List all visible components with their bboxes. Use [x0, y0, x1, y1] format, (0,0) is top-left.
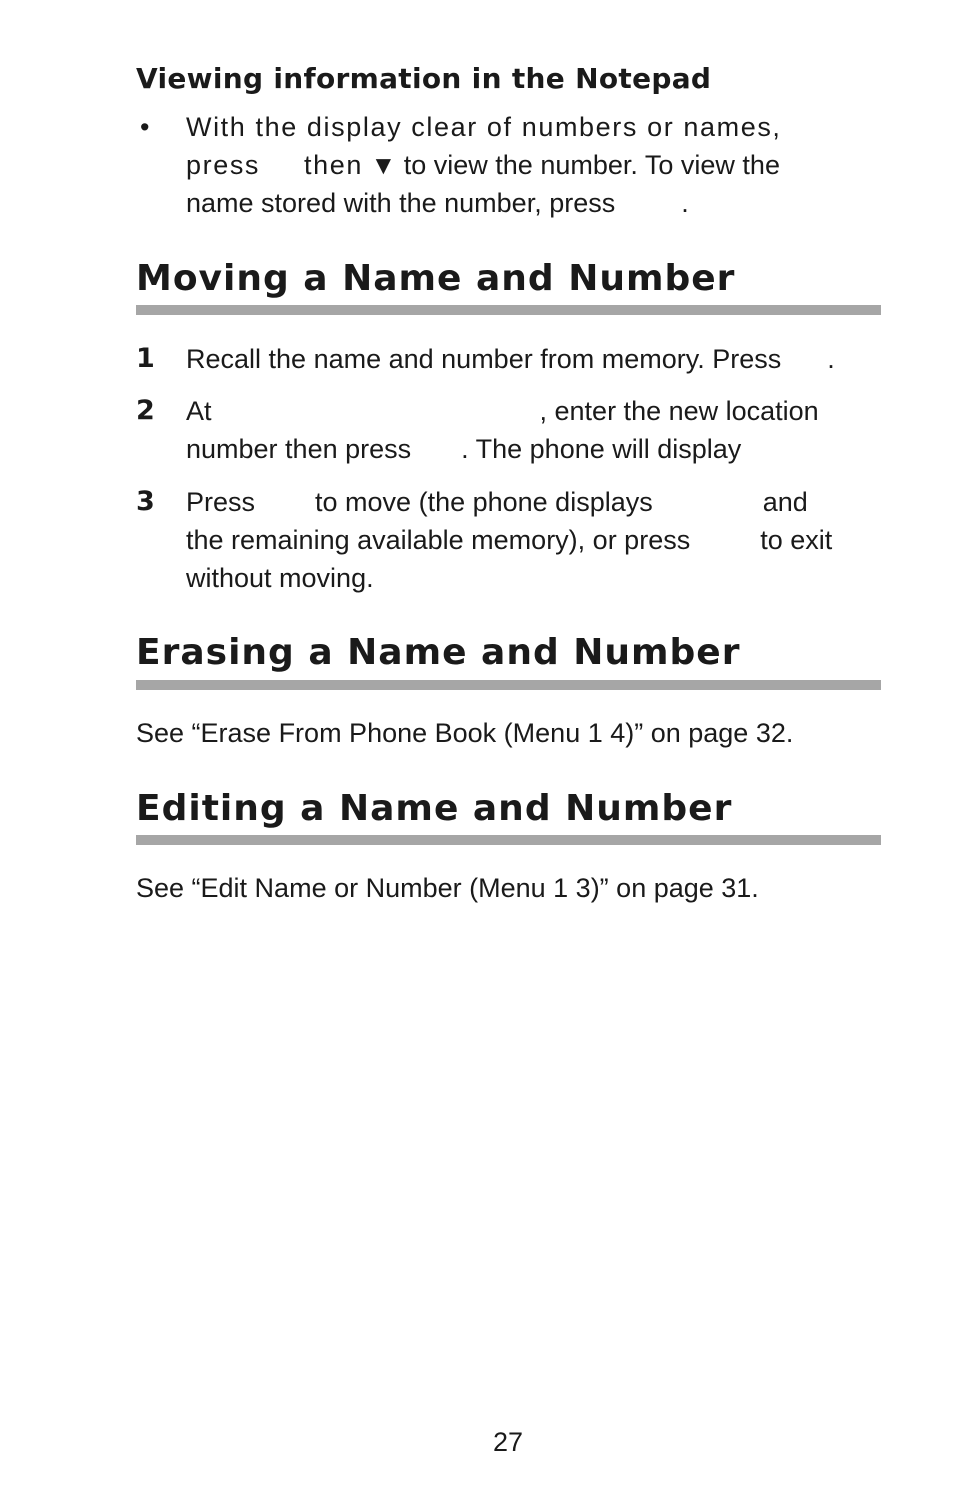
notepad-view-text: to view the number. To view the	[403, 150, 780, 180]
step-2-at: At	[186, 396, 212, 426]
editing-reference-text: See “Edit Name or Number (Menu 1 3)” on page 31.	[136, 873, 759, 903]
erasing-section-rule	[136, 680, 881, 690]
step-text	[186, 392, 886, 468]
step-number: 1	[136, 343, 155, 374]
step-1-text: Recall the name and number from memory. Press	[186, 344, 782, 374]
notepad-press-word: press	[186, 150, 261, 180]
notepad-line-1: With the display clear of numbers or names,	[186, 112, 782, 142]
erasing-section-title: Erasing a Name and Number	[136, 632, 741, 673]
step-3-memory-text: the remaining available memory), or press	[186, 525, 691, 555]
page-number: 27	[492, 1427, 524, 1457]
step-text	[186, 483, 886, 597]
step-number: 2	[136, 395, 155, 426]
notepad-then-word: then	[304, 150, 363, 180]
step-3-and: and	[762, 487, 808, 517]
notepad-line-3	[186, 184, 886, 222]
bullet-mark: •	[140, 112, 150, 142]
step-2-number-text: number then press	[186, 434, 412, 464]
step-3-exit-text: to exit	[760, 525, 833, 555]
moving-section-rule	[136, 305, 881, 315]
step-number: 3	[136, 486, 155, 517]
step-2-display-text: . The phone will display	[461, 434, 742, 464]
moving-section-title: Moving a Name and Number	[136, 258, 736, 299]
step-3-press: Press	[186, 487, 256, 517]
notepad-bullet-text	[186, 108, 886, 222]
editing-section-title: Editing a Name and Number	[136, 788, 733, 829]
editing-section-rule	[136, 835, 881, 845]
step-3-move-text: to move (the phone displays	[315, 487, 653, 517]
notepad-heading: Viewing information in the Notepad	[136, 62, 712, 95]
notepad-period: .	[681, 188, 689, 218]
step-3-without-moving: without moving.	[186, 563, 374, 593]
step-2-enter-text: , enter the new location	[539, 396, 819, 426]
down-arrow-icon: ▼	[370, 150, 397, 180]
step-text	[186, 340, 886, 378]
erasing-reference-text: See “Erase From Phone Book (Menu 1 4)” on page 32.	[136, 718, 794, 748]
step-1-period: .	[827, 344, 835, 374]
notepad-line-2	[186, 146, 886, 184]
notepad-name-stored-text: name stored with the number, press	[186, 188, 616, 218]
